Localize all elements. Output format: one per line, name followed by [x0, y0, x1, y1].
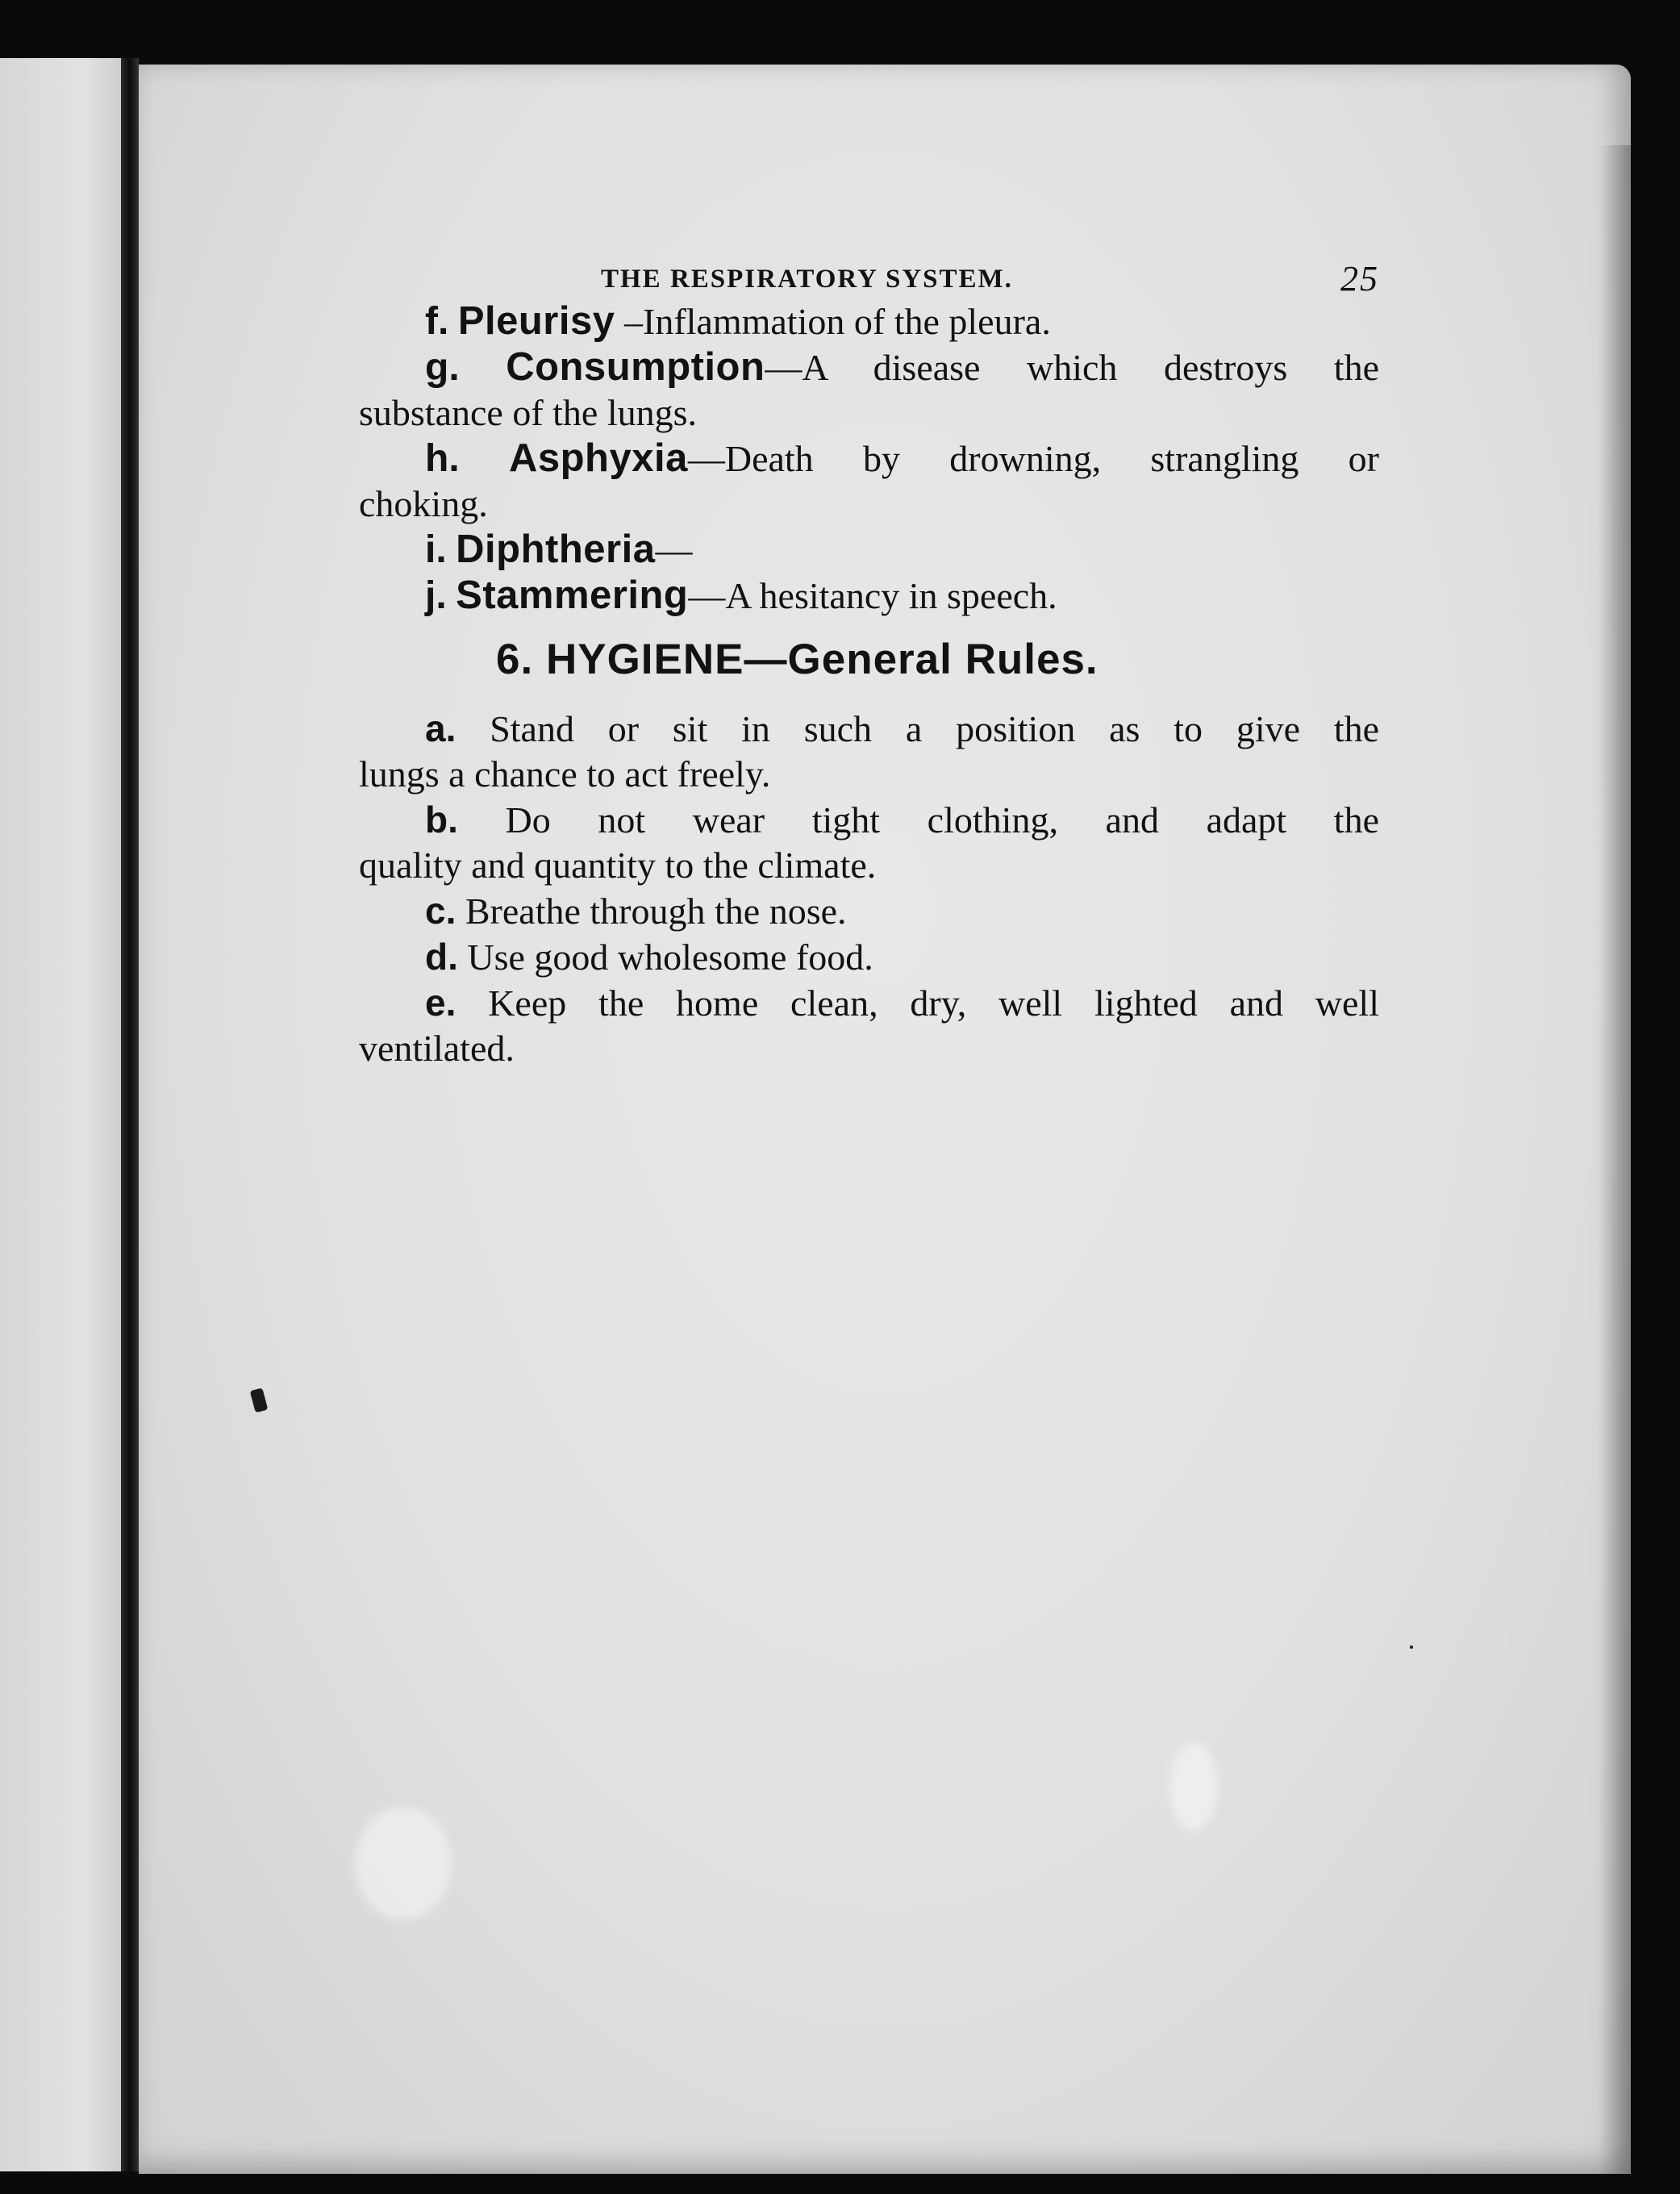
item-letter: a. [425, 707, 456, 749]
item-letter: g. [425, 346, 460, 389]
definition-text: Death by drowning, strangling or [724, 438, 1380, 479]
item-letter: f. [425, 300, 449, 343]
item-letter: h. [425, 437, 460, 480]
rule-text: Use good wholesome food. [467, 936, 873, 978]
rule-text: Stand or sit in such a position as to give the [490, 708, 1380, 749]
rule-item [359, 888, 1379, 934]
item-letter: c. [425, 890, 456, 932]
rule-item [359, 706, 1379, 752]
definition-text: A hesitancy in speech. [725, 575, 1057, 616]
item-letter: i. [425, 528, 447, 571]
term: Consumption [506, 345, 765, 389]
rule-text: Keep the home clean, dry, well lighted and well [488, 982, 1379, 1024]
definition-continuation: substance of the lungs. [359, 392, 698, 433]
paper-blemish [1169, 1742, 1218, 1831]
running-head-title: THE RESPIRATORY SYSTEM. [601, 265, 1013, 294]
definition-text: A disease which destroys the [802, 347, 1379, 388]
page-number: 25 [1340, 259, 1379, 298]
item-letter: e. [425, 982, 456, 1024]
item-letter: d. [425, 936, 458, 978]
page-text [359, 250, 1379, 1071]
term: Diphtheria [456, 528, 656, 571]
definition-item [359, 573, 1379, 619]
item-letter: b. [425, 799, 458, 840]
definition-item [359, 436, 1379, 482]
definition-item [359, 344, 1379, 390]
term: Stammering [456, 574, 689, 617]
rule-item [359, 934, 1379, 980]
rule-text: Do not wear tight clothing, and adapt the [505, 799, 1380, 840]
rule-text: Breathe through the nose. [465, 891, 847, 932]
running-head [359, 250, 1379, 298]
rule-continuation: quality and quantity to the climate. [359, 845, 877, 886]
section-number: 6. [496, 636, 534, 683]
ink-speck [1410, 1646, 1413, 1649]
separator: – [615, 301, 643, 342]
rule-continuation: lungs a chance to act freely. [359, 753, 771, 795]
rule-continuation: ventilated. [359, 1028, 515, 1069]
separator: — [655, 529, 693, 570]
rule-item [359, 797, 1379, 843]
section-title: HYGIENE—General Rules. [545, 636, 1098, 683]
item-letter: j. [425, 574, 447, 617]
section-heading [359, 632, 1379, 688]
definition-item [359, 298, 1379, 344]
separator: — [688, 575, 726, 616]
definition-text: Inflammation of the pleura. [643, 301, 1051, 342]
rule-item [359, 980, 1379, 1026]
separator: — [765, 347, 802, 388]
page-shadow-edge [1599, 145, 1631, 2178]
definition-item [359, 527, 1379, 573]
definition-continuation: choking. [359, 483, 488, 524]
facing-page-edge [0, 58, 121, 2171]
separator: — [687, 438, 725, 479]
paper-blemish [355, 1807, 452, 1920]
term: Pleurisy [457, 299, 615, 343]
book-gutter [121, 58, 139, 2171]
term: Asphyxia [508, 436, 688, 480]
